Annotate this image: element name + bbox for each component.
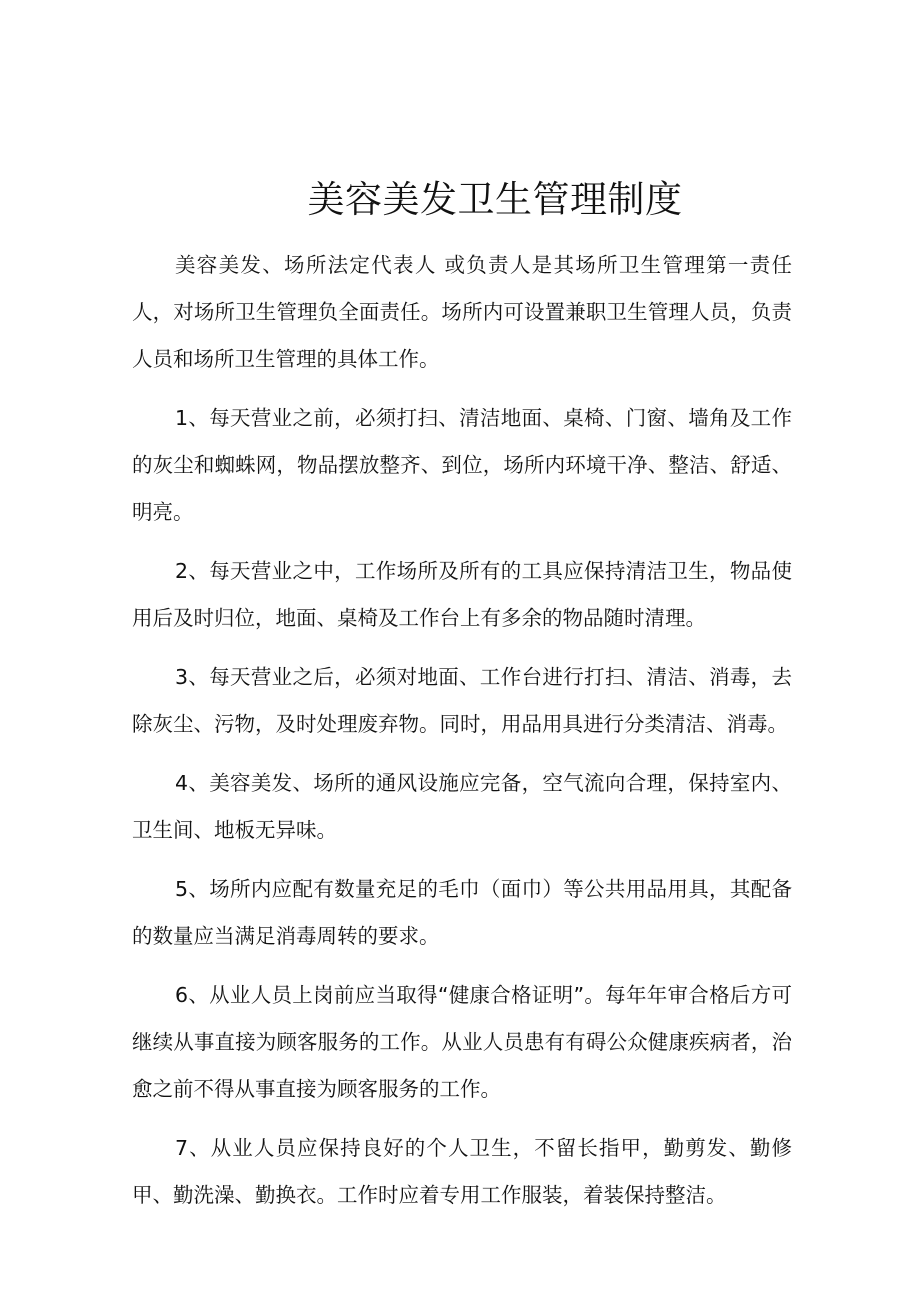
paragraph-rule-6: 6、从业人员上岗前应当取得“健康合格证明”。每年年审合格后方可继续从事直接为顾客服务的工作。从业人员患有有碍公众健康疾病者，治愈之前不得从事直接为顾客服务的工作。 — [132, 983, 792, 1101]
paragraph-rule-5: 5、场所内应配有数量充足的毛巾（面巾）等公共用品用具，其配备的数量应当满足消毒周转的要求。 — [132, 877, 792, 948]
document-title: 美容美发卫生管理制度 — [307, 178, 683, 221]
paragraph-rule-1: 1、每天营业之前，必须打扫、清洁地面、桌椅、门窗、墙角及工作的灰尘和蜘蛛网，物品摆放整齐、到位，场所内环境干净、整洁、舒适、明亮。 — [132, 406, 792, 524]
paragraph-rule-2: 2、每天营业之中，工作场所及所有的工具应保持清洁卫生，物品使用后及时归位，地面、桌椅及工作台上有多余的物品随时清理。 — [132, 559, 792, 630]
paragraph-rule-4: 4、美容美发、场所的通风设施应完备，空气流向合理，保持室内、卫生间、地板无异味。 — [132, 771, 792, 842]
paragraph-rule-3: 3、每天营业之后，必须对地面、工作台进行打扫、清洁、消毒，去除灰尘、污物，及时处理废弃物。同时，用品用具进行分类清洁、消毒。 — [132, 665, 792, 736]
document-body — [132, 242, 792, 1231]
paragraph-intro: 美容美发、场所法定代表人 或负责人是其场所卫生管理第一责任人，对场所卫生管理负全面责任。场所内可设置兼职卫生管理人员，负责人员和场所卫生管理的具体工作。 — [132, 253, 792, 371]
paragraph-rule-7: 7、从业人员应保持良好的个人卫生，不留长指甲，勤剪发、勤修甲、勤洗澡、勤换衣。工作时应着专用工作服装，着装保持整洁。 — [132, 1136, 792, 1207]
